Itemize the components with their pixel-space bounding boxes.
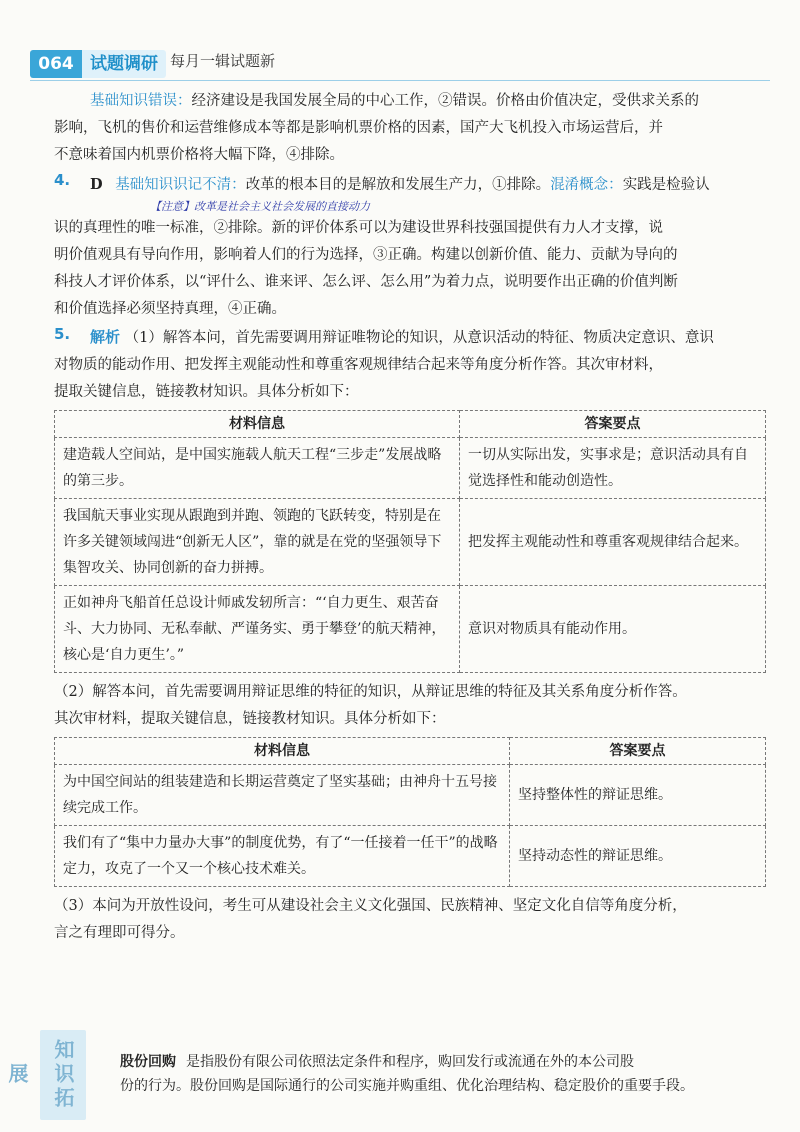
- q4-text1: 改革的根本目的是解放和发展生产力，①排除。: [245, 177, 551, 193]
- header-divider: [30, 80, 770, 81]
- question-4: [54, 171, 766, 323]
- table1-r2-material: 我国航天事业实现从跟跑到并跑、领跑的飞跃转变，特别是在许多关键领域闯进“创新无人区”，靠的就是在党的坚强领导下集智攻关、协同创新的奋力拼搏。: [55, 499, 460, 586]
- q4-line5: 和价值选择必须坚持真理，④正确。: [54, 301, 286, 317]
- q5-intro1: （1）解答本问，首先需要调用辩证唯物论的知识，从意识活动的特征、物质决定意识、意识: [124, 330, 714, 346]
- handwritten-note: 【注意】改革是社会主义社会发展的直接动力: [150, 200, 370, 213]
- table-row: [55, 586, 766, 673]
- table2-r2-material: 我们有了“集中力量办大事”的制度优势，有了“一任接着一任干”的战略定力，攻克了一个又一个核心技术难关。: [55, 826, 510, 887]
- table2-header-material: 材料信息: [55, 738, 510, 765]
- table1-header-answer: 答案要点: [460, 411, 766, 438]
- q4-tag1: 基础知识识记不清：: [115, 177, 246, 193]
- q3-line2: 影响，飞机的售价和运营维修成本等都是影响机票价格的因素，国产大飞机投入市场运营后，并: [54, 120, 663, 136]
- table1-r3-material: 正如神舟飞船首任总设计师戚发轫所言：“‘自力更生、艰苦奋斗、大力协同、无私奉献、严谨务实、勇于攀登’的航天精神，核心是‘自力更生’。”: [55, 586, 460, 673]
- q4-line2: 识的真理性的唯一标准，②排除。新的评价体系可以为建设世界科技强国提供有力人才支撑，说: [54, 220, 663, 236]
- q5-intro3: 提取关键信息，链接教材知识。具体分析如下：: [54, 384, 359, 400]
- q4-number: 4.: [54, 171, 71, 189]
- table1-header-material: 材料信息: [55, 411, 460, 438]
- page-header: [30, 50, 310, 78]
- main-content: [54, 88, 766, 947]
- q5-intro2: 对物质的能动作用、把发挥主观能动性和尊重客观规律结合起来等角度分析作答。其次审材料，: [54, 357, 663, 373]
- q5-part2-line2: 其次审材料，提取关键信息，链接教材知识。具体分析如下：: [54, 711, 446, 727]
- term-def-line1: 是指股份有限公司依照法定条件和程序，购回发行或流通在外的本公司股: [186, 1054, 634, 1070]
- knowledge-sidebar-tab: 知识拓展: [40, 1030, 86, 1120]
- table2-r1-answer: 坚持整体性的辩证思维。: [510, 765, 766, 826]
- table-row: [55, 826, 766, 887]
- q5-part3-line2: 言之有理即可得分。: [54, 925, 185, 941]
- table1-r2-answer: 把发挥主观能动性和尊重客观规律结合起来。: [460, 499, 766, 586]
- table-row: [55, 438, 766, 499]
- q4-line4: 科技人才评价体系，以“评什么、谁来评、怎么评、怎么用”为着力点，说明要作出正确的价值判断: [54, 274, 678, 290]
- q3-line1: 经济建设是我国发展全局的中心工作，②错误。价格由价值决定，受供求关系的: [191, 93, 699, 109]
- table2-r1-material: 为中国空间站的组装建造和长期运营奠定了坚实基础；由神舟十五号接续完成工作。: [55, 765, 510, 826]
- q3-line3: 不意味着国内机票价格将大幅下降，④排除。: [54, 147, 344, 163]
- table1-r3-answer: 意识对物质具有能动作用。: [460, 586, 766, 673]
- term-name: 股份回购: [120, 1054, 176, 1070]
- table-row: [55, 765, 766, 826]
- q4-text2: 实践是检验认: [622, 177, 710, 193]
- analysis-table-1: [54, 410, 766, 673]
- table2-r2-answer: 坚持动态性的辩证思维。: [510, 826, 766, 887]
- q5-part2-line1: （2）解答本问，首先需要调用辩证思维的特征的知识，从辩证思维的特征及其关系角度分析作答。: [54, 684, 687, 700]
- q5-label: 解析: [90, 328, 121, 346]
- table1-r1-material: 建造载人空间站，是中国实施载人航天工程“三步走”发展战略的第三步。: [55, 438, 460, 499]
- table2-header-answer: 答案要点: [510, 738, 766, 765]
- q3-tag: 基础知识错误：: [90, 93, 192, 109]
- table1-r1-answer: 一切从实际出发，实事求是；意识活动具有自觉选择性和能动创造性。: [460, 438, 766, 499]
- q4-tag2: 混淆概念：: [550, 177, 623, 193]
- tagline: 每月一辑试题新: [170, 52, 276, 70]
- term-definition: [120, 1050, 740, 1098]
- q5-number: 5.: [54, 325, 71, 343]
- q4-answer: D: [90, 176, 103, 193]
- q4-line3: 明价值观具有导向作用，影响着人们的行为选择，③正确。构建以创新价值、能力、贡献为导向的: [54, 247, 678, 263]
- table-row: [55, 499, 766, 586]
- q5-part3-line1: （3）本问为开放性设问，考生可从建设社会主义文化强国、民族精神、坚定文化自信等角度分析，: [54, 898, 687, 914]
- term-def-line2: 份的行为。股份回购是国际通行的公司实施并购重组、优化治理结构、稳定股价的重要手段。: [120, 1078, 694, 1094]
- series-title: 试题调研: [82, 50, 166, 78]
- page-number: 064: [30, 50, 82, 78]
- analysis-table-2: [54, 737, 766, 887]
- q3-continuation: [54, 88, 766, 115]
- question-5: [54, 325, 766, 406]
